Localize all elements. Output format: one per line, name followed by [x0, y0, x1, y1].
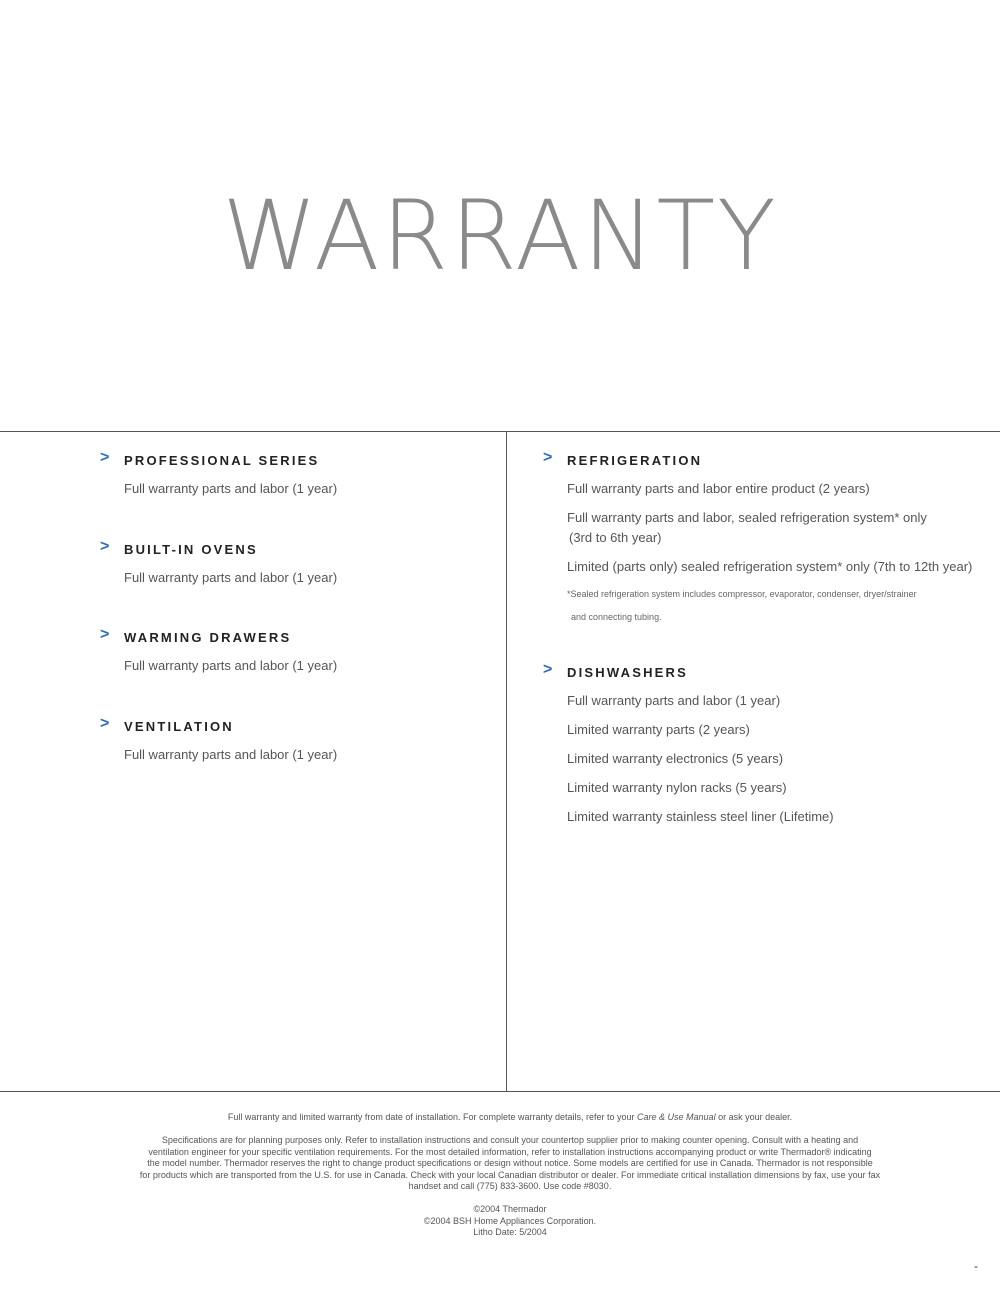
warranty-item: Full warranty parts and labor (1 year) — [124, 481, 338, 496]
warranty-item: Full warranty parts and labor (1 year) — [124, 747, 338, 762]
page-title: WARRANTY — [222, 180, 778, 292]
warranty-item: Full warranty parts and labor (1 year) — [567, 693, 781, 708]
section-warming-drawers — [100, 623, 490, 676]
warranty-item: Full warranty parts and labor (1 year) — [124, 658, 338, 673]
footnote: *Sealed refrigeration system includes compressor, evaporator, condenser, dryer/strainer — [567, 589, 917, 599]
disclaimer-line: for products which are transported from the U.S. for use in Canada. Check with your local Canadian distributor or dealer. For immediate critical installation dimensions by fax, use your fax — [139, 1169, 881, 1180]
copyright-line: ©2004 BSH Home Appliances Corporation. — [423, 1215, 597, 1226]
warranty-item: Limited warranty nylon racks (5 years) — [567, 780, 787, 795]
section-title: DISHWASHERS — [567, 664, 688, 680]
section-ventilation — [100, 712, 490, 765]
warranty-item: Full warranty parts and labor entire product (2 years) — [567, 481, 870, 496]
warranty-item: Full warranty parts and labor (1 year) — [124, 570, 338, 585]
section-title: PROFESSIONAL SERIES — [124, 452, 320, 468]
section-dishwashers — [543, 658, 983, 827]
chevron-right-icon: > — [100, 715, 110, 732]
bottom-divider — [0, 1091, 1000, 1092]
right-column — [543, 446, 983, 827]
chevron-right-icon: > — [100, 449, 110, 466]
chevron-right-icon: > — [543, 661, 553, 678]
section-title: VENTILATION — [124, 718, 234, 734]
section-title: REFRIGERATION — [567, 452, 703, 468]
warranty-item: Full warranty parts and labor, sealed refrigeration system* only — [567, 510, 927, 525]
chevron-right-icon: > — [100, 538, 110, 555]
top-divider — [0, 431, 1000, 432]
section-title: WARMING DRAWERS — [124, 629, 292, 645]
warranty-item: Limited warranty electronics (5 years) — [567, 751, 784, 766]
chevron-right-icon: > — [543, 449, 553, 466]
copyright-block — [95, 1204, 925, 1239]
warranty-item-continued: (3rd to 6th year) — [569, 530, 662, 545]
specifications-disclaimer — [95, 1135, 925, 1193]
disclaimer-line: handset and call (775) 833-3600. Use code #8030. — [408, 1181, 612, 1191]
warranty-item: Limited warranty stainless steel liner (Lifetime) — [567, 809, 834, 824]
footnote-text: Full warranty and limited warranty from date of installation. For complete warranty details, refer to your — [227, 1112, 638, 1122]
section-professional-series — [100, 446, 490, 499]
column-divider — [506, 432, 507, 1091]
footnote-text: or ask your dealer. — [715, 1112, 793, 1122]
footnote-continued: and connecting tubing. — [571, 612, 662, 622]
copyright-line: ©2004 Thermador — [473, 1204, 547, 1214]
litho-date: Litho Date: 5/2004 — [473, 1227, 547, 1237]
disclaimer-line: Specifications are for planning purposes only. Refer to installation instructions and consult your countertop supplier prior to making counter opening. Consult with a heating and — [161, 1135, 859, 1145]
warranty-footnote — [95, 1112, 925, 1124]
section-built-in-ovens — [100, 535, 490, 588]
disclaimer-line: the model number. Thermador reserves the right to change product specifications or design without notice. Some models are certified for use in Canada. Thermador is not responsible — [147, 1158, 873, 1168]
warranty-item: Limited warranty parts (2 years) — [567, 722, 750, 737]
disclaimer-line: ventilation engineer for your specific ventilation requirements. For the most detailed information, refer to installation instructions accompanying product or write Thermador® indicating — [148, 1146, 872, 1157]
section-title: BUILT-IN OVENS — [124, 541, 258, 557]
page-mark: - — [974, 1259, 978, 1273]
chevron-right-icon: > — [100, 626, 110, 643]
left-column — [100, 446, 490, 765]
warranty-item: Limited (parts only) sealed refrigeration system* only (7th to 12th year) — [567, 559, 973, 574]
section-refrigeration — [543, 446, 983, 623]
care-use-manual-ref: Care & Use Manual — [637, 1112, 716, 1122]
